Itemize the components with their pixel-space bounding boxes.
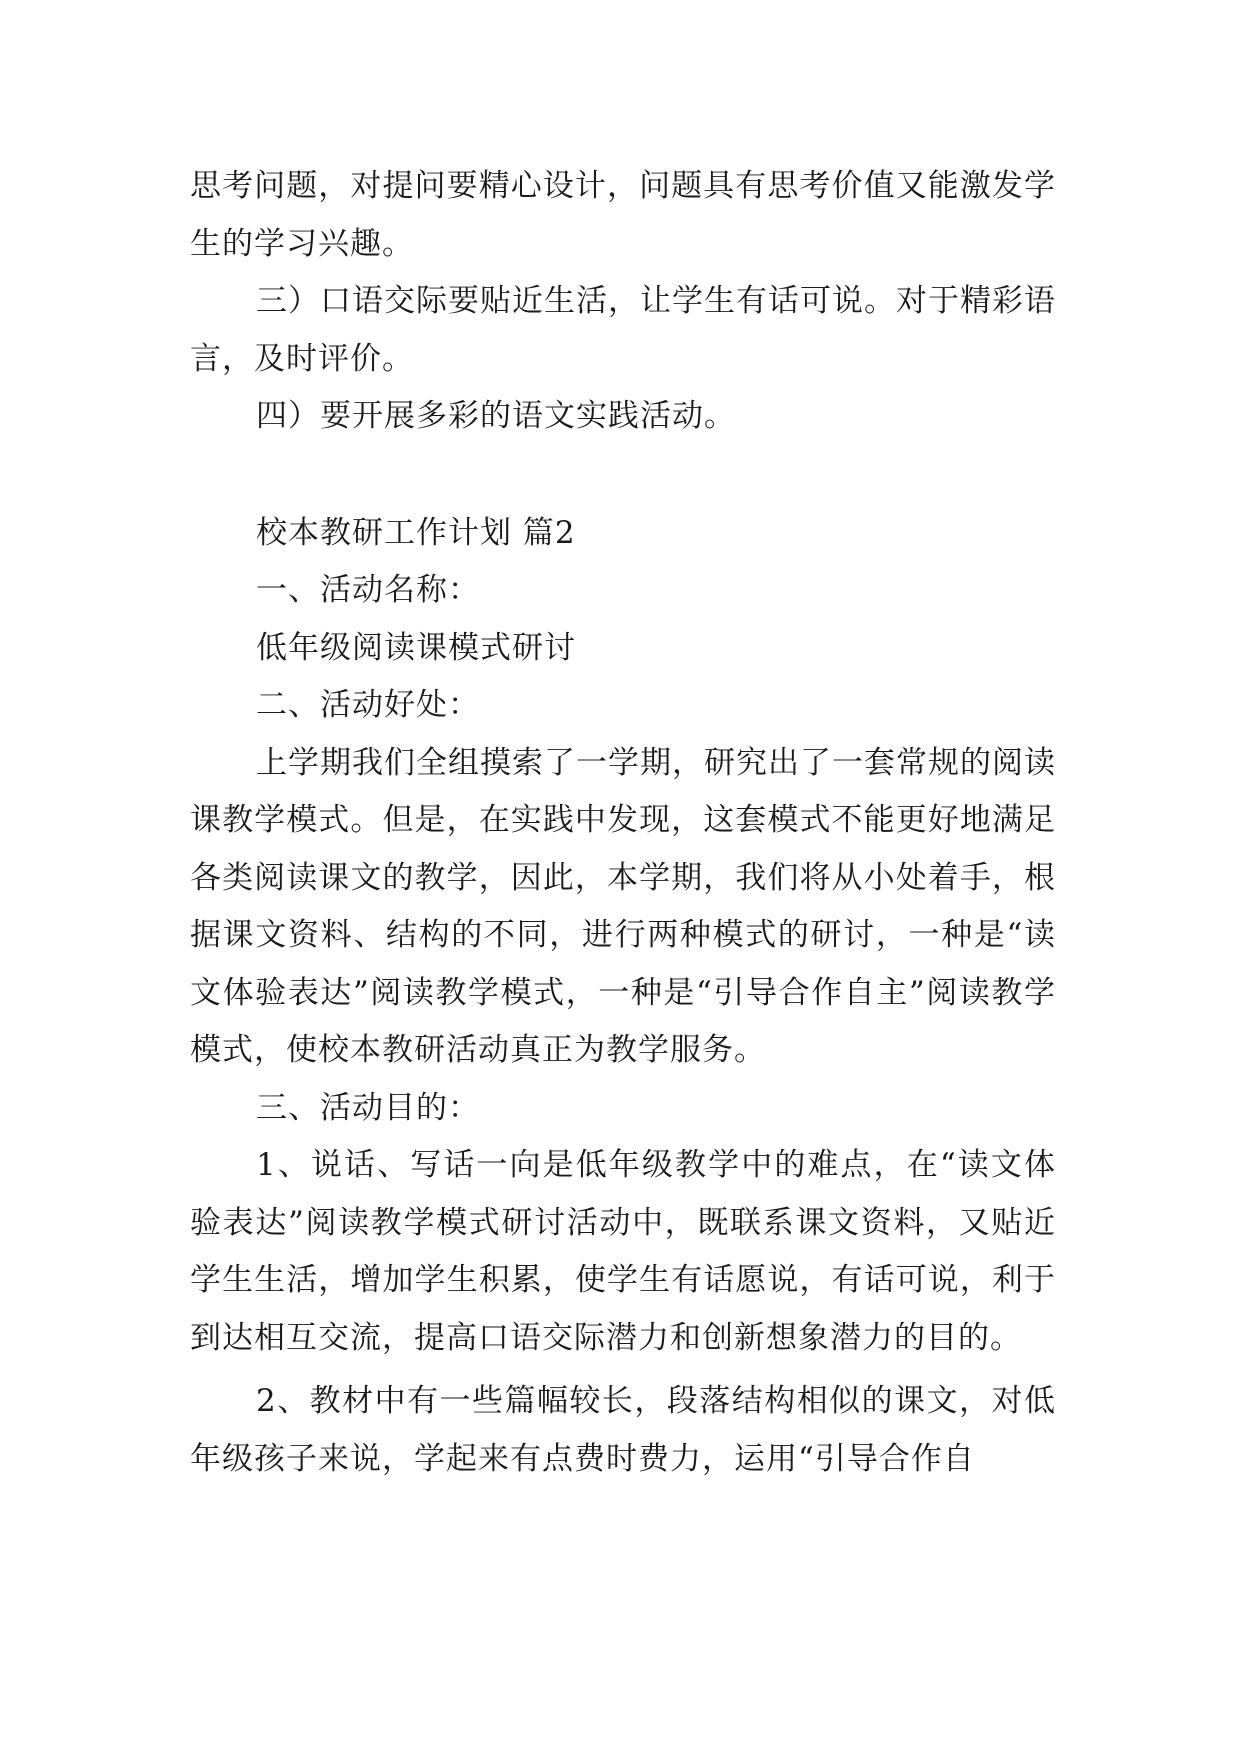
paragraph-item-4: 四）要开展多彩的语文实践活动。 [256,398,736,434]
heading-activity-purpose: 三、活动目的： [256,1089,480,1126]
document-body [190,158,1056,1488]
section-heading: 校本教研工作计划 篇2 [256,514,576,551]
paragraph-item-3: 三）口语交际要贴近生活，让学生有话可说。对于精彩语言，及时评价。 [190,283,1056,377]
heading-activity-name: 一、活动名称： [256,572,480,608]
heading-activity-benefit: 二、活动好处： [256,687,480,723]
paragraph-benefit: 上学期我们全组摸索了一学期，研究出了一套常规的阅读课教学模式。但是，在实践中发现，这套模式不能更好地满足各类阅读课文的教学，因此，本学期，我们将从小处着手，根据课文资料、结构的不同，进行两种模式的研讨，一种是“读文体验表达”阅读教学模式，一种是“引导合作自主”阅读教学模式，使校本教研活动真正为教学服务。 [190,744,1056,1068]
activity-name-text: 低年级阅读课模式研讨 [256,629,576,666]
paragraph-purpose-2: 2、教材中有一些篇幅较长，段落结构相似的课文，对低年级孩子来说，学起来有点费时费力，运用“引导合作自 [190,1383,1056,1477]
section-spacer [190,446,1056,505]
paragraph-continuation: 思考问题，对提问要精心设计，问题具有思考价值又能激发学生的学习兴趣。 [190,168,1056,262]
paragraph-purpose-1: 1、说话、写话一向是低年级教学中的难点，在“读文体验表达”阅读教学模式研讨活动中，既联系课文资料，又贴近学生生活，增加学生积累，使学生有话愿说，有话可说，利于到达相互交流，提高口语交际潜力和创新想象潜力的目的。 [190,1147,1056,1356]
